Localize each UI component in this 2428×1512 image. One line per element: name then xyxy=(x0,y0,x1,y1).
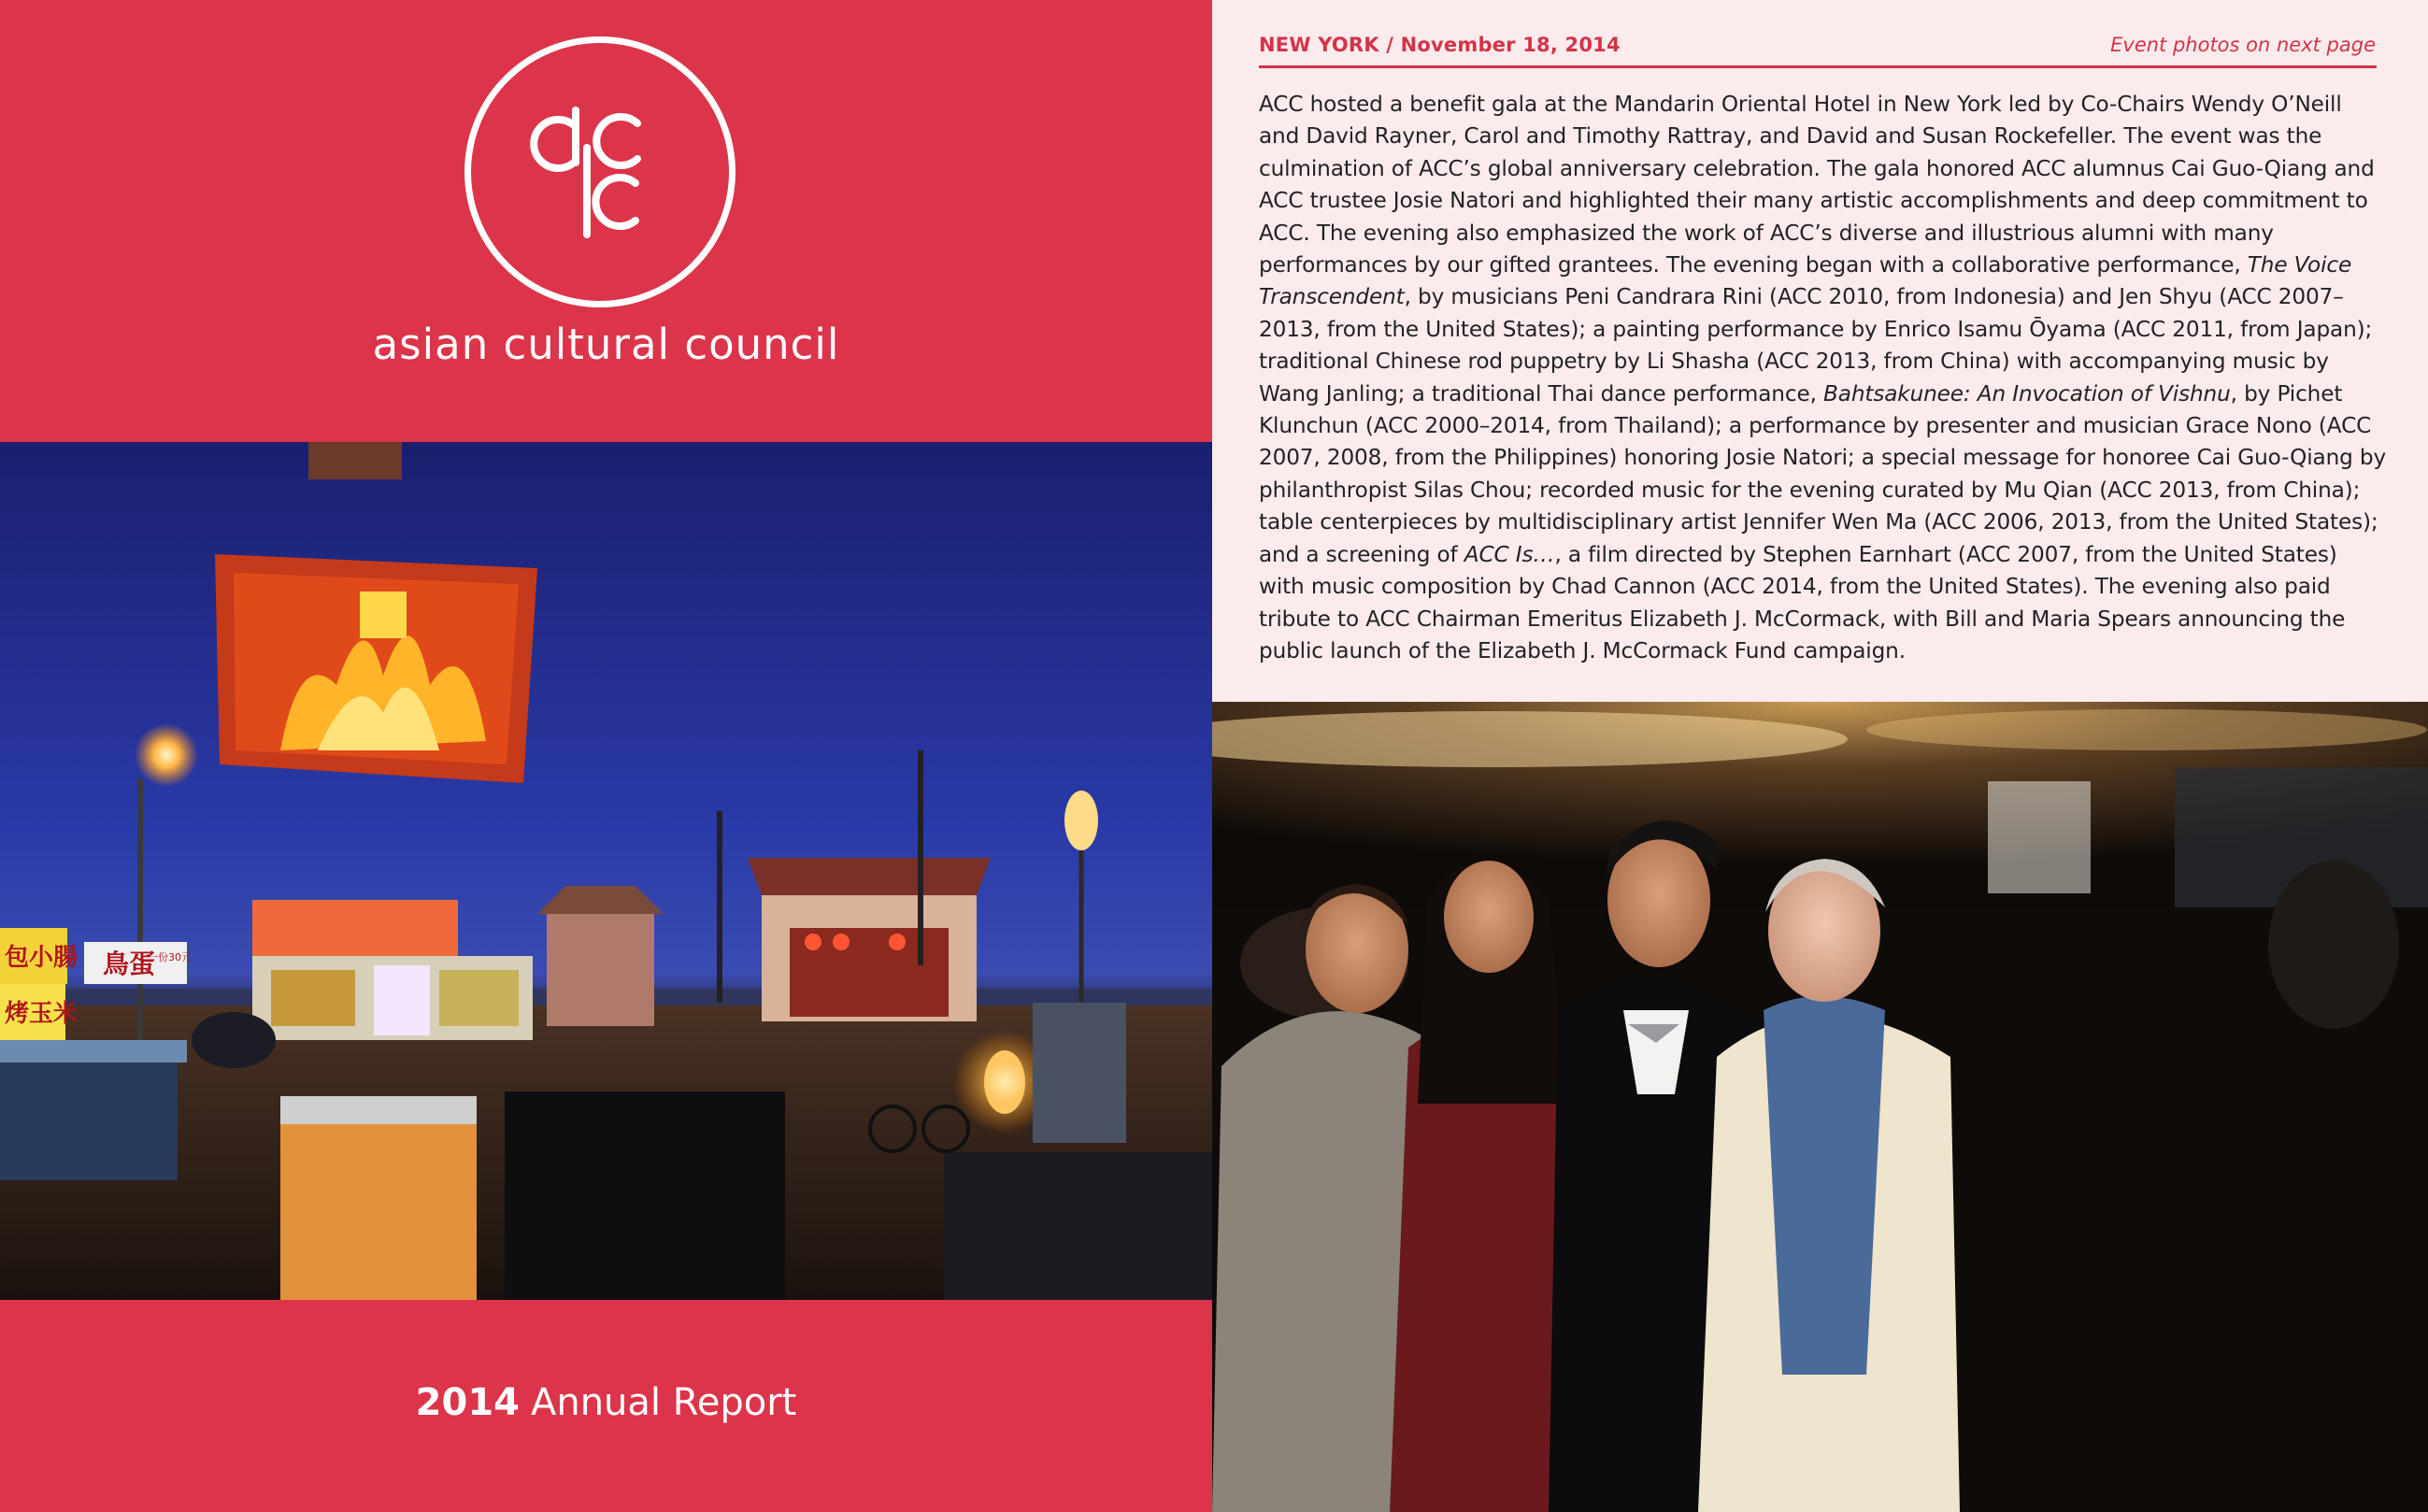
report-title xyxy=(0,1381,1212,1424)
article-italic-title: ACC Is… xyxy=(1464,541,1555,567)
article-body xyxy=(1259,89,2388,667)
article-text-segment: ACC hosted a benefit gala at the Mandarin Oriental Hotel in New York led by Co-Chairs Wendy O’Neill and David Rayner, Carol and Timothy Rattray, and David and Susan Rockefeller. The event was the culmination of ACC’s global anniversary celebration. The gala honored ACC alumnus Cai Guo-Qiang and ACC trustee Josie Natori and highlighted their many artistic accomplishments and deep commitment to ACC. The evening also emphasized the work of ACC’s diverse and illustrious alumni with many performances by our gifted grantees. The evening began with a collaborative performance, xyxy=(1259,92,2375,278)
organization-name: asian cultural council xyxy=(372,320,840,369)
article-text-segment: , by Pichet Klunchun (ACC 2000–2014, from Thailand); a performance by presenter and musician Grace Nono (ACC 2007, 2008, from the Philippines) honoring Josie Natori; a special message for honoree Cai Guo-Qiang by philanthropist Silas Chou; recorded music for the evening curated by Mu Qian (ACC 2013, from China); table centerpieces by multidisciplinary artist Jennifer Wen Ma (ACC 2006, 2013, from the United States); and a screening of xyxy=(1259,380,2387,567)
report-year: 2014 xyxy=(415,1381,520,1424)
stall-sign-4: 一份30元 xyxy=(148,951,192,963)
article-text-segment: , by musicians Peni Candrara Rini (ACC 2010, from Indonesia) and Jen Shyu (ACC 2007–2013, from the United States); a painting performance by Enrico Isamu Ōyama (ACC 2011, from Japan); traditional Chinese rod puppetry by Li Shasha (ACC 2013, from China) with accompanying music by Wang Janling; a traditional Thai dance performance, xyxy=(1259,284,2373,407)
article-italic-title: Bahtsakunee: An Invocation of Vishnu xyxy=(1823,380,2231,407)
cover-photo-night-temple xyxy=(0,442,1212,1300)
stall-sign-3: 鳥蛋 xyxy=(103,949,156,979)
gala-group-photo xyxy=(1212,702,2428,1512)
report-label: Annual Report xyxy=(530,1381,797,1424)
stall-sign-2: 烤玉米 xyxy=(5,1000,79,1028)
article-text-segment: , a film directed by Stephen Earnhart (ACC 2007, from the United States) with music composition by Chad Cannon (ACC 2014, from the United States). The evening also paid tribute to ACC Chairman Emeritus Elizabeth J. McCormack, with Bill and Maria Spears announcing the public launch of the Elizabeth J. McCormack Fund campaign. xyxy=(1259,541,2346,663)
article-page xyxy=(1212,0,2428,1512)
article-italic-title: The Voice Transcendent xyxy=(1259,252,2352,310)
photo-note: Event photos on next page xyxy=(2110,34,2376,56)
acc-logo xyxy=(464,36,736,307)
cover-page xyxy=(0,0,1212,1512)
header-divider xyxy=(1259,65,2377,68)
stall-sign-1: 包小腸 xyxy=(5,944,79,972)
acc-monogram-icon xyxy=(471,43,729,301)
dateline: NEW YORK / November 18, 2014 xyxy=(1259,34,1621,56)
